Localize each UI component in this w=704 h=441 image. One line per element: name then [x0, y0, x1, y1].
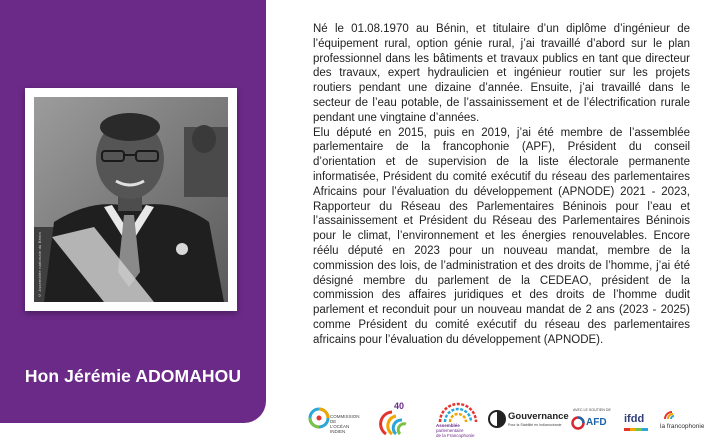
- ifdd-label: ifdd: [624, 413, 645, 425]
- afd-logo: [571, 402, 617, 441]
- portrait-frame: [25, 88, 237, 311]
- ifdd-bar-icon: [624, 428, 648, 432]
- photo-credit: © Assemblée nationale du Bénin: [37, 232, 42, 298]
- bio-paragraph-2: Elu député en 2015, puis en 2019, j’ai été membre de l’assemblée parlementaire de la francophonie (APF), Président du conseil d’orientation et de supervision de la liste électorale permanente informatisée, Président du comité exécutif du réseau des parlementaires Africains pour l’évaluation du développement (APNODE) 2021 - 2023, Rapporteur du Réseau des Parlementaires Béninois pour l’eau et l’assainissement et Président du Réseau des Parlementaires Béninois pour le climat, l’environnement et les énergies renouvelables. Encore réélu député en 2023 pour un nouveau mandat, membre de la commission des lois, de l’administration et des droits de l’homme, j’ai été désigné membre du parlement de la CEDEAO, président de la commission des affaires juridiques et des droits de l’homme dudit parlement et reconduit pour un nouveau mandat de 2 ans (2023 - 2025) comme Président du comité exécutif du réseau des parlementaires africains pour l’évaluation du développement (APNODE).: [313, 126, 690, 346]
- person-name: Hon Jérémie ADOMAHOU: [24, 366, 242, 386]
- coi-logo: [308, 402, 358, 441]
- gouvernance-logo: [488, 402, 569, 441]
- partner-logos: [308, 401, 704, 441]
- afd-label: AFD: [586, 417, 607, 428]
- bio-paragraph-1: Né le 01.08.1970 au Bénin, et titulaire d’un diplôme d’ingénieur de l’équipement rural, option génie rural, j’ai travaillé d’abord sur le plan professionnel dans les bâtiments et travaux publics en tant que directeur des travaux, expert hydraulicien et ingénieur routier sur les projets routiers pendant une dizaine d’année. Ensuite, j’ai travaillé dans le secteur de l’eau potable, de l’assainissement et de l’électrification rurale pendant une vingtaine d’années.: [313, 23, 690, 124]
- francophonie-rings-icon: [664, 406, 680, 420]
- afd-support-label: AVEC LE SOUTIEN DE: [573, 408, 611, 412]
- oif-40-label: 40: [394, 401, 405, 411]
- afd-ring-icon: [571, 416, 585, 430]
- apf-logo: [434, 402, 482, 441]
- apf-arc-icon: [438, 402, 478, 422]
- gouvernance-subtitle: Pour la Stabilité en Indianocéanie: [508, 423, 562, 427]
- coi-label: COMMISSION DE L’OCÉAN INDIEN: [330, 414, 360, 434]
- gouvernance-globe-icon: [488, 410, 506, 428]
- ifdd-logo: [624, 402, 656, 441]
- apf-label-3: de la Francophonie: [436, 433, 475, 438]
- oif-40-logo: [382, 402, 412, 441]
- francophonie-logo: [660, 402, 704, 441]
- coi-emblem-icon: [308, 406, 330, 430]
- profile-panel: [0, 0, 266, 423]
- francophonie-label: la francophonie: [660, 423, 704, 430]
- portrait-photo: [34, 97, 228, 302]
- gouvernance-label: Gouvernance: [508, 411, 569, 422]
- apf-label-1: Assemblée: [436, 423, 460, 428]
- biography: [313, 22, 690, 348]
- apf-label-2: parlementaire: [436, 428, 464, 433]
